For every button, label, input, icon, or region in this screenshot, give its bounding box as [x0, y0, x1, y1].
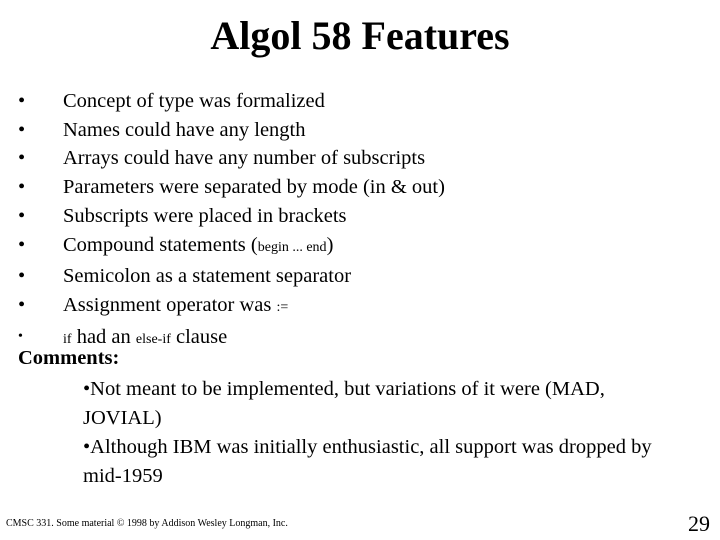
code-keyword: begin ... end [257, 239, 327, 255]
code-keyword: if [63, 331, 72, 347]
list-item [18, 202, 445, 231]
bullet-glyph: • [18, 176, 26, 199]
comment-item: •Not meant to be implemented, but variations of it were (MAD, JOVIAL) [83, 378, 605, 429]
list-item [18, 87, 445, 116]
bullet-glyph: • [18, 204, 26, 227]
list-item-text: if had an else-if clause [63, 325, 228, 348]
bullet-glyph: • [18, 90, 26, 112]
list-item-text: Semicolon as a statement separator [63, 265, 352, 288]
list-item-text: Compound statements (begin ... end) [63, 233, 334, 256]
bullet-glyph: • [18, 233, 26, 256]
bullet-glyph: • [18, 147, 26, 170]
code-keyword: else-if [135, 331, 171, 347]
list-item [18, 231, 445, 263]
footer-copyright: CMSC 331. Some material © 1998 by Addison Wesley Longman, Inc. [6, 518, 288, 529]
comments-heading: Comments: [18, 347, 120, 369]
page-number: 29 [688, 511, 710, 536]
list-item-text: Assignment operator was := [63, 293, 289, 316]
list-item-text: Arrays could have any number of subscripts [63, 147, 426, 170]
bullet-glyph: • [18, 293, 26, 316]
comment-item: •Although IBM was initially enthusiastic, all support was dropped by mid-1959 [83, 436, 652, 487]
list-item [18, 116, 445, 145]
bullet-glyph: • [18, 328, 23, 344]
list-item-text: Parameters were separated by mode (in & out) [63, 176, 445, 199]
bullet-glyph: • [18, 118, 26, 141]
list-item-text: Concept of type was formalized [63, 90, 325, 112]
list-item-text: Subscripts were placed in brackets [63, 204, 347, 227]
list-item-text: Names could have any length [63, 118, 306, 141]
list-item [18, 262, 445, 291]
comments-list [83, 375, 673, 491]
bullet-glyph: • [18, 265, 26, 288]
list-item [18, 291, 445, 323]
list-item [18, 144, 445, 173]
feature-list [18, 87, 445, 354]
page-title: Algol 58 Features [210, 13, 510, 58]
list-item [18, 173, 445, 202]
code-keyword: := [276, 299, 289, 315]
